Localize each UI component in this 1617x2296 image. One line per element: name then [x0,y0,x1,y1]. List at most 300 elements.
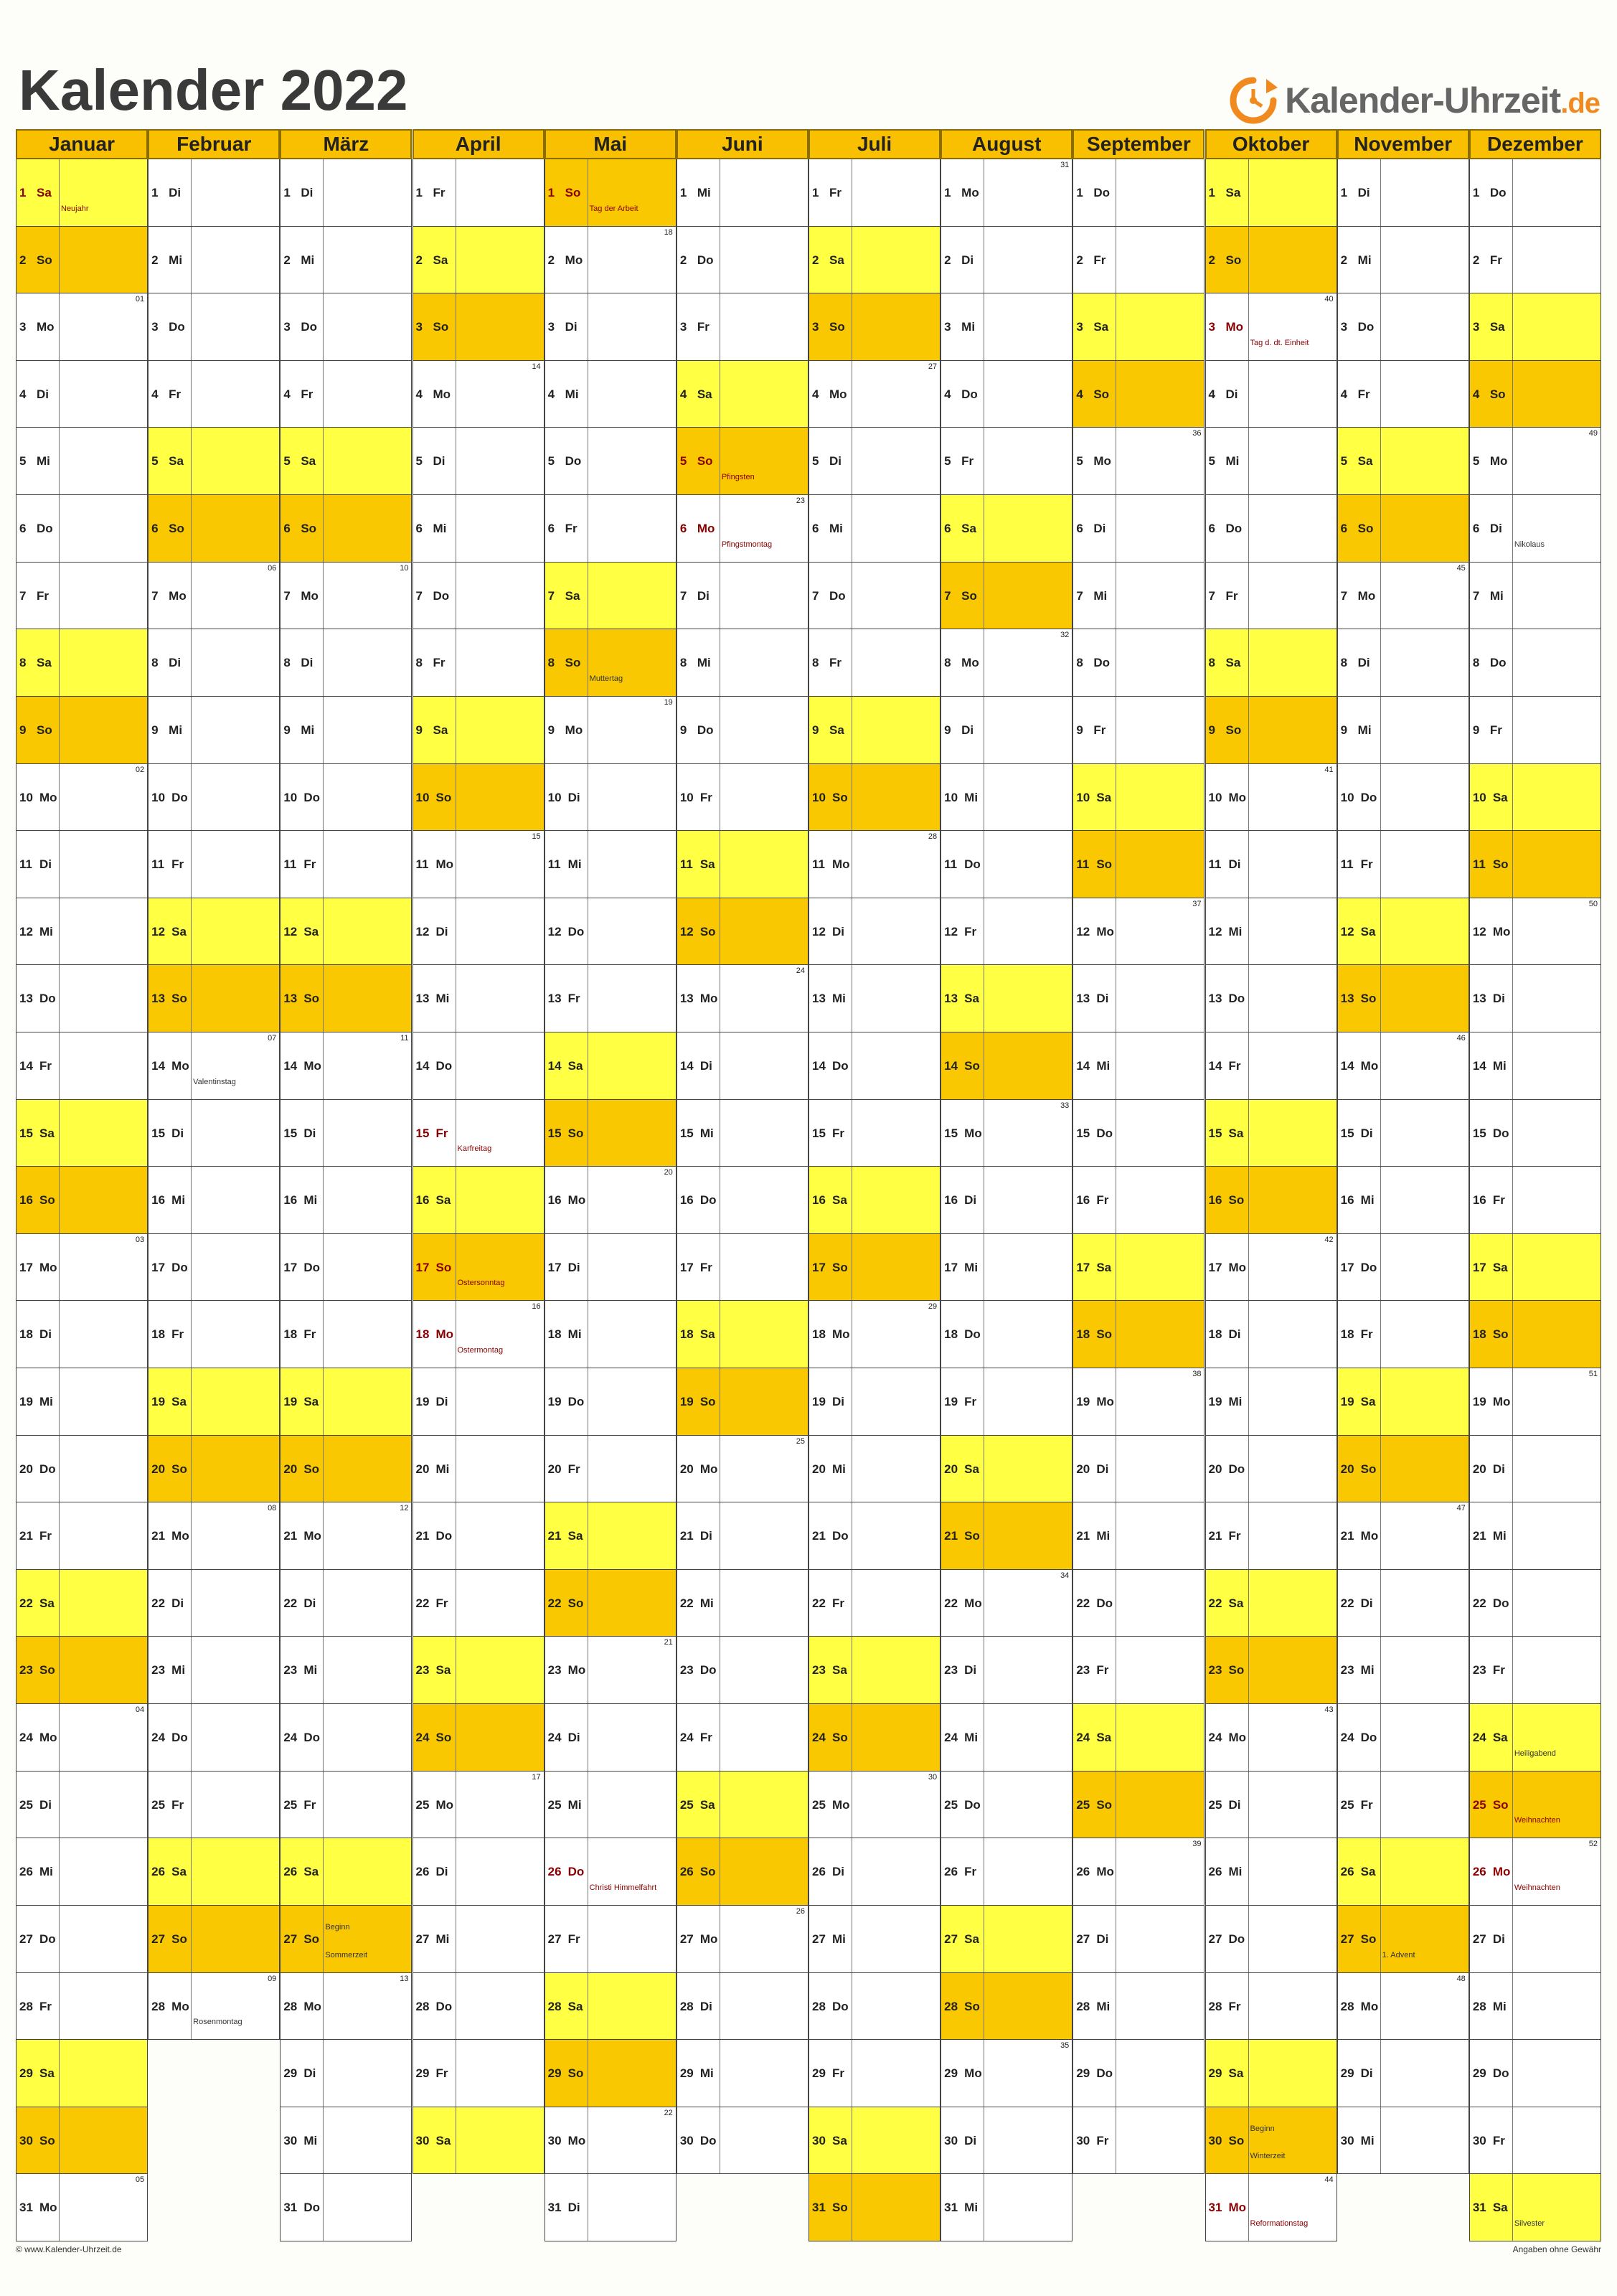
day-cell[interactable] [16,697,148,764]
day-cell[interactable] [940,1368,1072,1436]
day-cell[interactable] [1205,898,1337,966]
day-cell[interactable] [544,361,676,428]
day-cell[interactable] [808,563,940,630]
day-cell[interactable] [544,1167,676,1234]
day-cell[interactable] [16,1502,148,1570]
day-cell[interactable] [280,159,412,227]
day-cell[interactable] [676,898,808,966]
day-cell[interactable] [1469,831,1601,898]
day-cell[interactable] [676,629,808,697]
day-cell[interactable] [1337,2040,1469,2107]
day-cell[interactable] [148,1637,280,1704]
day-cell[interactable] [940,764,1072,832]
day-cell[interactable] [412,2040,544,2107]
day-cell[interactable] [544,1838,676,1906]
day-cell[interactable] [412,495,544,563]
day-cell[interactable] [16,1973,148,2041]
day-cell[interactable] [676,1570,808,1637]
day-cell[interactable] [544,2107,676,2175]
day-cell[interactable] [808,1301,940,1368]
day-cell[interactable] [1469,629,1601,697]
day-cell[interactable] [1469,1838,1601,1906]
day-cell[interactable] [16,1301,148,1368]
day-cell[interactable] [1337,1704,1469,1772]
day-cell[interactable] [16,495,148,563]
day-cell[interactable] [280,1502,412,1570]
day-cell[interactable] [280,1100,412,1167]
day-cell[interactable] [1205,764,1337,832]
day-cell[interactable] [1205,1368,1337,1436]
day-cell[interactable] [1469,1436,1601,1503]
day-cell[interactable] [676,1772,808,1839]
day-cell[interactable] [412,1234,544,1302]
day-cell[interactable] [280,361,412,428]
day-cell[interactable] [1469,563,1601,630]
day-cell[interactable] [676,1436,808,1503]
day-cell[interactable] [676,293,808,361]
day-cell[interactable] [1469,227,1601,294]
day-cell[interactable] [280,2107,412,2175]
day-cell[interactable] [1469,2107,1601,2175]
day-cell[interactable] [808,2174,940,2241]
day-cell[interactable] [1072,1436,1204,1503]
day-cell[interactable] [1205,697,1337,764]
day-cell[interactable] [676,697,808,764]
day-cell[interactable] [16,1906,148,1973]
day-cell[interactable] [1469,1167,1601,1234]
day-cell[interactable] [280,1436,412,1503]
day-cell[interactable] [676,1167,808,1234]
day-cell[interactable] [1337,1570,1469,1637]
day-cell[interactable] [148,831,280,898]
day-cell[interactable] [280,227,412,294]
day-cell[interactable] [1205,2107,1337,2175]
day-cell[interactable] [940,965,1072,1032]
day-cell[interactable] [148,1502,280,1570]
day-cell[interactable] [940,563,1072,630]
day-cell[interactable] [1072,1167,1204,1234]
day-cell[interactable] [808,1704,940,1772]
day-cell[interactable] [412,1032,544,1100]
day-cell[interactable] [16,629,148,697]
day-cell[interactable] [676,1032,808,1100]
day-cell[interactable] [1205,1502,1337,1570]
day-cell[interactable] [280,898,412,966]
day-cell[interactable] [16,1838,148,1906]
day-cell[interactable] [412,965,544,1032]
day-cell[interactable] [676,965,808,1032]
day-cell[interactable] [940,227,1072,294]
day-cell[interactable] [280,1704,412,1772]
day-cell[interactable] [676,1502,808,1570]
day-cell[interactable] [412,159,544,227]
day-cell[interactable] [1337,563,1469,630]
day-cell[interactable] [16,965,148,1032]
day-cell[interactable] [940,293,1072,361]
day-cell[interactable] [148,1570,280,1637]
day-cell[interactable] [808,1100,940,1167]
day-cell[interactable] [1205,831,1337,898]
day-cell[interactable] [544,1100,676,1167]
day-cell[interactable] [808,697,940,764]
day-cell[interactable] [940,1436,1072,1503]
day-cell[interactable] [148,1100,280,1167]
day-cell[interactable] [280,1368,412,1436]
day-cell[interactable] [16,2107,148,2175]
day-cell[interactable] [1205,1772,1337,1839]
day-cell[interactable] [16,563,148,630]
day-cell[interactable] [1469,1772,1601,1839]
day-cell[interactable] [1072,1704,1204,1772]
day-cell[interactable] [16,293,148,361]
day-cell[interactable] [544,159,676,227]
day-cell[interactable] [544,1906,676,1973]
day-cell[interactable] [280,764,412,832]
day-cell[interactable] [544,965,676,1032]
day-cell[interactable] [676,2040,808,2107]
day-cell[interactable] [544,1973,676,2041]
day-cell[interactable] [1205,293,1337,361]
day-cell[interactable] [1337,159,1469,227]
day-cell[interactable] [16,1637,148,1704]
day-cell[interactable] [412,1838,544,1906]
day-cell[interactable] [676,1100,808,1167]
day-cell[interactable] [280,293,412,361]
day-cell[interactable] [280,965,412,1032]
day-cell[interactable] [412,629,544,697]
day-cell[interactable] [1205,361,1337,428]
day-cell[interactable] [412,1637,544,1704]
day-cell[interactable] [1072,1234,1204,1302]
day-cell[interactable] [940,495,1072,563]
logo[interactable] [1225,68,1600,133]
day-cell[interactable] [1337,293,1469,361]
day-cell[interactable] [148,159,280,227]
day-cell[interactable] [412,1772,544,1839]
day-cell[interactable] [1337,1234,1469,1302]
day-cell[interactable] [1337,227,1469,294]
day-cell[interactable] [940,1772,1072,1839]
day-cell[interactable] [940,2174,1072,2241]
day-cell[interactable] [1337,898,1469,966]
day-cell[interactable] [16,831,148,898]
day-cell[interactable] [280,563,412,630]
day-cell[interactable] [16,227,148,294]
day-cell[interactable] [1337,831,1469,898]
day-cell[interactable] [808,1167,940,1234]
day-cell[interactable] [280,1570,412,1637]
day-cell[interactable] [1469,1973,1601,2041]
day-cell[interactable] [1205,1906,1337,1973]
day-cell[interactable] [412,831,544,898]
day-cell[interactable] [148,1772,280,1839]
day-cell[interactable] [16,2040,148,2107]
day-cell[interactable] [16,1570,148,1637]
day-cell[interactable] [1072,898,1204,966]
day-cell[interactable] [1205,563,1337,630]
day-cell[interactable] [1072,361,1204,428]
day-cell[interactable] [940,1637,1072,1704]
day-cell[interactable] [544,227,676,294]
day-cell[interactable] [544,1368,676,1436]
day-cell[interactable] [1205,227,1337,294]
day-cell[interactable] [544,1436,676,1503]
day-cell[interactable] [1337,2107,1469,2175]
day-cell[interactable] [808,495,940,563]
day-cell[interactable] [1072,697,1204,764]
day-cell[interactable] [544,1234,676,1302]
day-cell[interactable] [808,898,940,966]
day-cell[interactable] [16,1032,148,1100]
day-cell[interactable] [808,159,940,227]
day-cell[interactable] [16,1234,148,1302]
day-cell[interactable] [808,2107,940,2175]
day-cell[interactable] [1072,159,1204,227]
day-cell[interactable] [808,965,940,1032]
day-cell[interactable] [280,1772,412,1839]
day-cell[interactable] [1337,1637,1469,1704]
day-cell[interactable] [1072,1502,1204,1570]
day-cell[interactable] [1205,629,1337,697]
day-cell[interactable] [148,1301,280,1368]
day-cell[interactable] [148,1973,280,2041]
day-cell[interactable] [16,361,148,428]
day-cell[interactable] [148,898,280,966]
day-cell[interactable] [1469,1100,1601,1167]
day-cell[interactable] [1469,1502,1601,1570]
day-cell[interactable] [148,495,280,563]
day-cell[interactable] [16,1100,148,1167]
day-cell[interactable] [808,1772,940,1839]
day-cell[interactable] [148,563,280,630]
day-cell[interactable] [676,1838,808,1906]
day-cell[interactable] [940,2107,1072,2175]
day-cell[interactable] [1469,1704,1601,1772]
day-cell[interactable] [280,1301,412,1368]
day-cell[interactable] [412,697,544,764]
day-cell[interactable] [544,764,676,832]
day-cell[interactable] [16,1436,148,1503]
day-cell[interactable] [544,1502,676,1570]
day-cell[interactable] [940,1704,1072,1772]
day-cell[interactable] [544,898,676,966]
day-cell[interactable] [940,697,1072,764]
day-cell[interactable] [1337,1032,1469,1100]
day-cell[interactable] [1337,1772,1469,1839]
day-cell[interactable] [676,1637,808,1704]
day-cell[interactable] [676,361,808,428]
day-cell[interactable] [412,1167,544,1234]
day-cell[interactable] [1469,1637,1601,1704]
day-cell[interactable] [1072,1570,1204,1637]
day-cell[interactable] [676,159,808,227]
day-cell[interactable] [280,1906,412,1973]
day-cell[interactable] [808,1368,940,1436]
day-cell[interactable] [412,361,544,428]
day-cell[interactable] [1337,1100,1469,1167]
day-cell[interactable] [544,697,676,764]
day-cell[interactable] [808,428,940,495]
day-cell[interactable] [1205,1032,1337,1100]
day-cell[interactable] [412,1368,544,1436]
day-cell[interactable] [1337,1301,1469,1368]
day-cell[interactable] [808,831,940,898]
day-cell[interactable] [1205,1436,1337,1503]
day-cell[interactable] [1072,293,1204,361]
day-cell[interactable] [676,2107,808,2175]
day-cell[interactable] [808,1032,940,1100]
day-cell[interactable] [676,428,808,495]
day-cell[interactable] [280,2040,412,2107]
day-cell[interactable] [940,1167,1072,1234]
day-cell[interactable] [1072,965,1204,1032]
day-cell[interactable] [412,428,544,495]
day-cell[interactable] [1337,1502,1469,1570]
day-cell[interactable] [148,965,280,1032]
day-cell[interactable] [280,1973,412,2041]
day-cell[interactable] [1205,1570,1337,1637]
day-cell[interactable] [1469,965,1601,1032]
day-cell[interactable] [16,159,148,227]
day-cell[interactable] [412,227,544,294]
day-cell[interactable] [412,1906,544,1973]
day-cell[interactable] [412,1301,544,1368]
day-cell[interactable] [280,1234,412,1302]
day-cell[interactable] [1337,495,1469,563]
day-cell[interactable] [544,1704,676,1772]
day-cell[interactable] [148,1704,280,1772]
day-cell[interactable] [1072,563,1204,630]
day-cell[interactable] [412,1100,544,1167]
day-cell[interactable] [1205,1167,1337,1234]
day-cell[interactable] [940,361,1072,428]
day-cell[interactable] [1337,629,1469,697]
day-cell[interactable] [1469,898,1601,966]
day-cell[interactable] [544,2174,676,2241]
day-cell[interactable] [412,1570,544,1637]
day-cell[interactable] [1205,1234,1337,1302]
day-cell[interactable] [1337,1368,1469,1436]
day-cell[interactable] [280,1637,412,1704]
day-cell[interactable] [16,428,148,495]
day-cell[interactable] [940,831,1072,898]
day-cell[interactable] [676,1368,808,1436]
day-cell[interactable] [1205,1973,1337,2041]
day-cell[interactable] [280,831,412,898]
day-cell[interactable] [1072,764,1204,832]
day-cell[interactable] [940,1906,1072,1973]
day-cell[interactable] [1205,1301,1337,1368]
day-cell[interactable] [676,563,808,630]
day-cell[interactable] [940,1234,1072,1302]
day-cell[interactable] [544,1570,676,1637]
day-cell[interactable] [412,898,544,966]
day-cell[interactable] [412,764,544,832]
day-cell[interactable] [940,1973,1072,2041]
day-cell[interactable] [1205,1100,1337,1167]
day-cell[interactable] [1072,1368,1204,1436]
day-cell[interactable] [1072,1100,1204,1167]
day-cell[interactable] [280,629,412,697]
day-cell[interactable] [808,1436,940,1503]
day-cell[interactable] [808,1637,940,1704]
day-cell[interactable] [1469,1906,1601,1973]
day-cell[interactable] [148,293,280,361]
day-cell[interactable] [412,293,544,361]
day-cell[interactable] [412,1436,544,1503]
day-cell[interactable] [1205,2174,1337,2241]
day-cell[interactable] [1469,764,1601,832]
day-cell[interactable] [1205,159,1337,227]
day-cell[interactable] [808,361,940,428]
day-cell[interactable] [1469,1301,1601,1368]
day-cell[interactable] [1205,1704,1337,1772]
day-cell[interactable] [544,428,676,495]
day-cell[interactable] [148,1906,280,1973]
day-cell[interactable] [1469,2040,1601,2107]
day-cell[interactable] [808,1570,940,1637]
day-cell[interactable] [808,2040,940,2107]
day-cell[interactable] [148,1436,280,1503]
day-cell[interactable] [940,428,1072,495]
day-cell[interactable] [1072,1032,1204,1100]
day-cell[interactable] [544,1032,676,1100]
day-cell[interactable] [808,764,940,832]
day-cell[interactable] [1337,1436,1469,1503]
day-cell[interactable] [940,1032,1072,1100]
day-cell[interactable] [676,831,808,898]
day-cell[interactable] [1072,227,1204,294]
day-cell[interactable] [940,1570,1072,1637]
day-cell[interactable] [808,1973,940,2041]
day-cell[interactable] [16,898,148,966]
day-cell[interactable] [808,629,940,697]
day-cell[interactable] [1072,495,1204,563]
day-cell[interactable] [1337,1906,1469,1973]
day-cell[interactable] [16,764,148,832]
day-cell[interactable] [940,629,1072,697]
day-cell[interactable] [148,1234,280,1302]
day-cell[interactable] [676,495,808,563]
day-cell[interactable] [1337,965,1469,1032]
day-cell[interactable] [808,227,940,294]
day-cell[interactable] [1205,1637,1337,1704]
day-cell[interactable] [148,697,280,764]
day-cell[interactable] [148,1032,280,1100]
day-cell[interactable] [1469,1368,1601,1436]
day-cell[interactable] [1469,1032,1601,1100]
day-cell[interactable] [1072,629,1204,697]
day-cell[interactable] [1072,1637,1204,1704]
day-cell[interactable] [1072,1906,1204,1973]
day-cell[interactable] [544,495,676,563]
day-cell[interactable] [676,1234,808,1302]
day-cell[interactable] [412,1973,544,2041]
day-cell[interactable] [148,1368,280,1436]
day-cell[interactable] [676,1906,808,1973]
day-cell[interactable] [676,1973,808,2041]
day-cell[interactable] [148,361,280,428]
day-cell[interactable] [1337,1838,1469,1906]
day-cell[interactable] [16,1167,148,1234]
day-cell[interactable] [148,1167,280,1234]
day-cell[interactable] [544,563,676,630]
day-cell[interactable] [1337,1167,1469,1234]
day-cell[interactable] [280,1838,412,1906]
day-cell[interactable] [412,1502,544,1570]
day-cell[interactable] [940,898,1072,966]
day-cell[interactable] [1205,1838,1337,1906]
